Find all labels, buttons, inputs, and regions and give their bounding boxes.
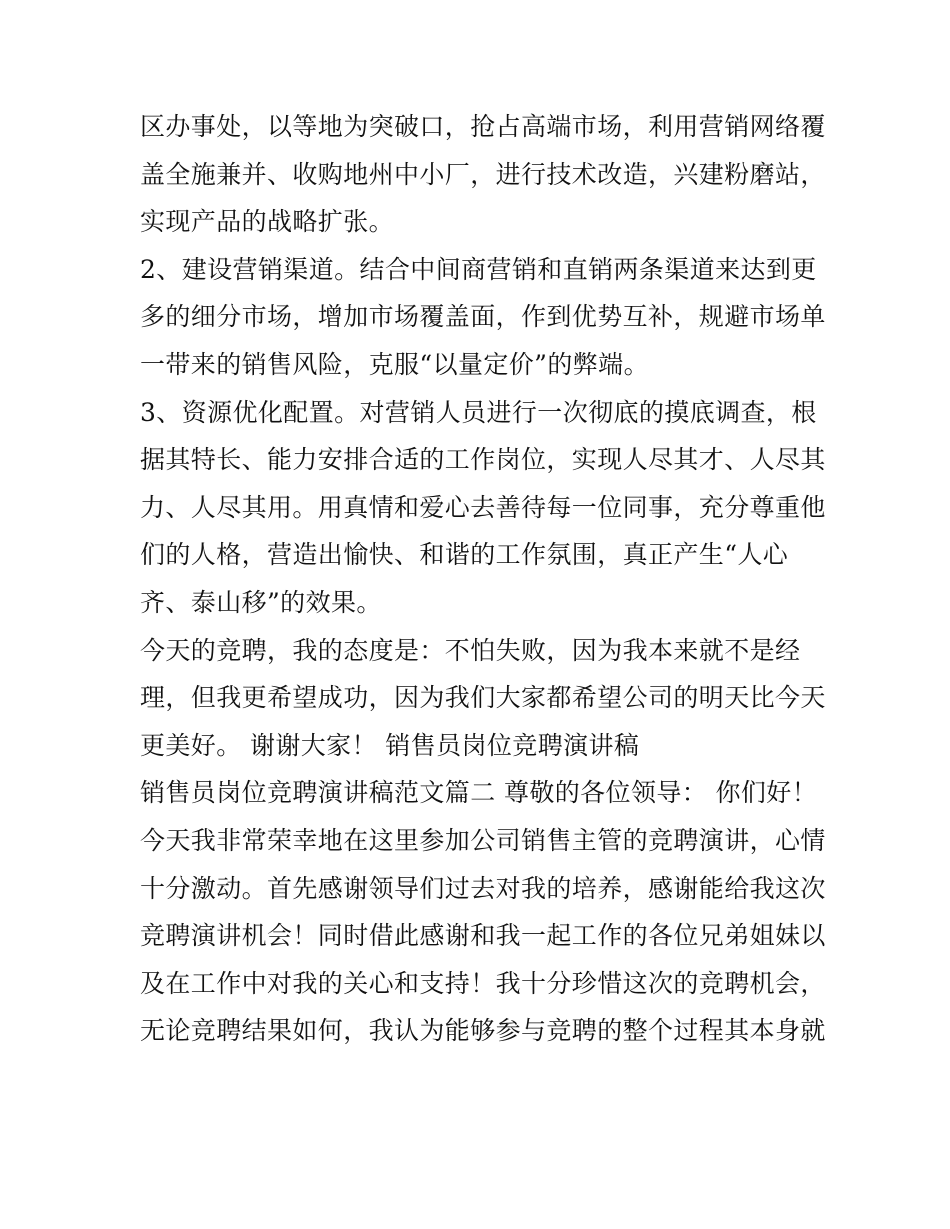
text-line: 们的人格，营造出愉快、和谐的工作氛围，真正产生“人心 — [140, 540, 789, 570]
text-line: 今天我非常荣幸地在这里参加公司销售主管的竞聘演讲，心情 — [140, 825, 826, 855]
text-line: 实现产品的战略扩张。 — [140, 207, 395, 237]
text-line: 齐、泰山移”的效果。 — [140, 587, 382, 617]
text-line: 据其特长、能力安排合适的工作岗位，实现人尽其才、人尽其 — [140, 445, 826, 475]
text-line: 盖全施兼并、收购地州中小厂，进行技术改造，兴建粉磨站， — [140, 159, 826, 189]
text-line: 无论竞聘结果如何，我认为能够参与竞聘的整个过程其本身就 — [140, 1016, 826, 1046]
text-line: 今天的竞聘，我的态度是：不怕失败，因为我本来就不是经 — [140, 635, 801, 665]
text-line: 更美好。 谢谢大家！ 销售员岗位竞聘演讲稿 — [140, 730, 640, 760]
text-line: 多的细分市场，增加市场覆盖面，作到优势互补，规避市场单 — [140, 302, 826, 332]
text-line: 区办事处，以等地为突破口，抢占高端市场，利用营销网络覆 — [140, 112, 826, 141]
text-line: 理，但我更希望成功，因为我们大家都希望公司的明天比今天 — [140, 683, 826, 713]
text-line: 销售员岗位竞聘演讲稿范文篇二 尊敬的各位领导： 你们好！ — [140, 778, 818, 808]
text-line: 2、建设营销渠道。结合中间商营销和直销两条渠道来达到更 — [140, 254, 817, 284]
text-line: 及在工作中对我的关心和支持！我十分珍惜这次的竞聘机会， — [140, 968, 826, 998]
text-line: 竞聘演讲机会！同时借此感谢和我一起工作的各位兄弟姐妹以 — [140, 921, 826, 951]
text-line: 3、资源优化配置。对营销人员进行一次彻底的摸底调查，根 — [140, 397, 817, 427]
text-line: 十分激动。首先感谢领导们过去对我的培养，感谢能给我这次 — [140, 873, 826, 903]
text-line: 一带来的销售风险，克服“以量定价”的弊端。 — [140, 349, 649, 379]
document-body — [140, 103, 830, 1055]
text-line: 力、人尽其用。用真情和爱心去善待每一位同事，充分尊重他 — [140, 492, 826, 522]
